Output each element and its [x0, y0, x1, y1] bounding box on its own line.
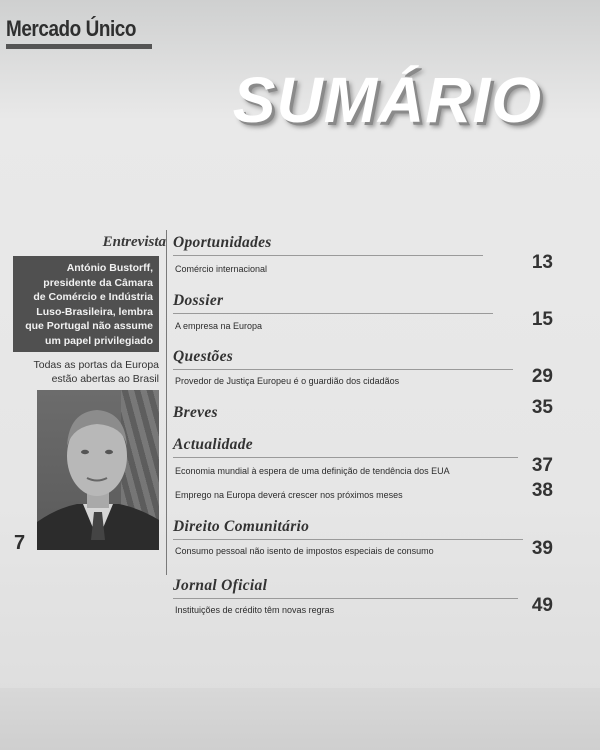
toc-page-number: 13 — [531, 252, 553, 273]
page-title: SUMÁRIO — [232, 64, 542, 136]
toc-section-rule — [173, 313, 493, 314]
portrait-figure — [37, 390, 159, 550]
interview-page-number: 7 — [14, 532, 26, 554]
interview-portrait-photo — [37, 390, 159, 550]
interview-summary-line: um papel privilegiado — [45, 334, 153, 347]
toc-entry[interactable]: Provedor de Justiça Europeu é o guardião dos cidadãos — [175, 376, 400, 386]
toc-section-title[interactable]: Breves — [173, 404, 218, 421]
toc-section-title: Oportunidades — [173, 234, 272, 251]
toc-section-title: Dossier — [173, 292, 224, 309]
toc-page-number: 39 — [531, 538, 553, 559]
interview-caption — [34, 358, 160, 386]
toc-section-title: Jornal Oficial — [173, 577, 268, 594]
masthead: Mercado Único — [6, 16, 137, 41]
interview-summary-line: presidente da Câmara — [43, 276, 153, 289]
masthead-underline — [6, 44, 152, 49]
interview-summary-line: que Portugal não assume — [25, 320, 153, 332]
toc-section-rule — [173, 255, 483, 256]
toc-section-title: Actualidade — [173, 436, 253, 453]
interview-summary-line: Luso-Brasileira, lembra — [36, 305, 153, 318]
interview-summary-line: António Bustorff, — [66, 262, 153, 274]
toc-entry[interactable]: Consumo pessoal não isento de impostos especiais de consumo — [175, 546, 434, 556]
toc-section-rule — [173, 539, 523, 540]
portrait-eye — [81, 450, 89, 454]
toc-page-number: 35 — [531, 397, 553, 418]
toc-entry[interactable]: Economia mundial à espera de uma definição de tendência dos EUA — [175, 466, 450, 476]
column-divider — [166, 230, 167, 575]
interview-summary-line: de Comércio e Indústria — [33, 291, 153, 303]
toc-page-number: 29 — [531, 366, 553, 387]
toc-page-number: 38 — [531, 480, 553, 501]
toc-page-number: 37 — [531, 455, 553, 476]
toc-entry[interactable]: Emprego na Europa deverá crescer nos próximos meses — [175, 490, 403, 500]
toc-page-number: 15 — [531, 309, 553, 330]
interview-caption-line: Todas as portas da Europa — [33, 359, 159, 371]
interview-caption-line: estão abertas ao Brasil — [51, 373, 159, 385]
page-bottom-band — [0, 688, 600, 750]
toc-page-number: 49 — [531, 595, 553, 616]
toc-entry[interactable]: Instituições de crédito têm novas regras — [175, 605, 335, 615]
toc-section-title: Direito Comunitário — [173, 518, 310, 535]
interview-label: Entrevista — [102, 234, 166, 250]
portrait-eye — [105, 450, 113, 454]
toc-entry[interactable]: Comércio internacional — [175, 264, 268, 274]
toc-entry[interactable]: A empresa na Europa — [175, 321, 263, 331]
interview-summary-box — [13, 256, 159, 352]
toc-section-rule — [173, 598, 518, 599]
toc-section-rule — [173, 369, 513, 370]
toc-section-title: Questões — [173, 348, 234, 365]
toc-section-rule — [173, 457, 518, 458]
